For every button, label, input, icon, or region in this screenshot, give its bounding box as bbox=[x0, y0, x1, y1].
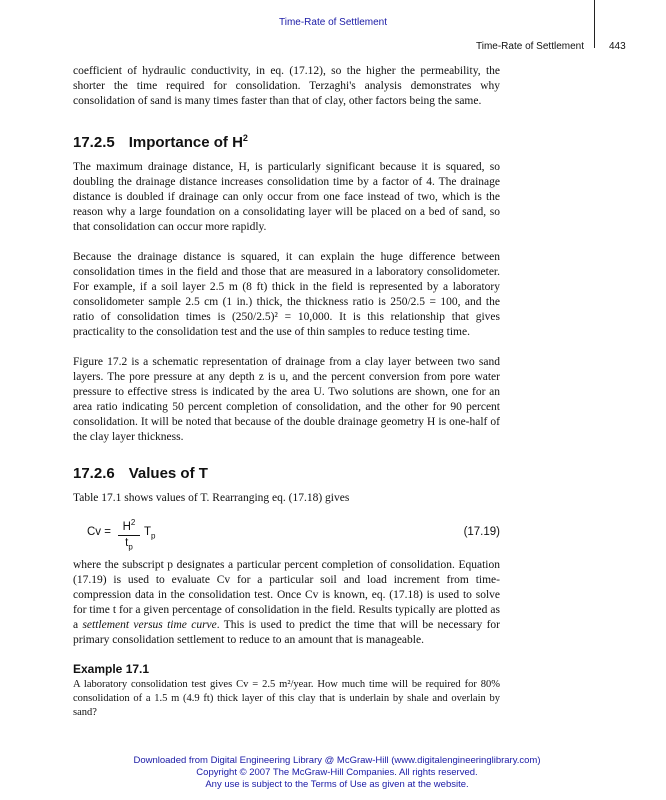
equation-denominator: $t_p$ bbox=[125, 536, 133, 552]
paragraph-4: Figure 17.2 is a schematic representation of drainage from a clay layer between two sand layers. The pore pressure at any depth z is u, and the percent conversion from pore water pressure to effective stress is indicated by the area U. Two solutions are shown, one for an area ratio indicating 50 percent completion of consolidation, and the other for 90 percent consolidation. It will be noted that because of the double drainage geometry H is one-half of the clay layer thickness. bbox=[73, 356, 500, 443]
paragraph-6: where the subscript p designates a particular percent completion of consolidation. Equation (17.19) is used to evaluate Cv for a particular soil and load increment from time-compression data in the consolidation test. Once Cv is known, eq. (17.18) is used to solve for time t for a given percentage of consolidation in the field. Results typically are plotted as a settlement versus time curve. This is used to predict the time that will be necessary for primary consolidation settlement to reduce to an amount that is manageable. bbox=[73, 559, 500, 646]
footer bbox=[0, 755, 666, 791]
paragraph-2: The maximum drainage distance, H, is particularly significant because it is squared, so doubling the drainage distance increases consolidation time by a factor of 4. The drainage distance is doubled if drainage can only occur from one face instead of two, which is the reason why a large foundation on a consolidating layer will be placed on a bed of sand, so that consolidation can occur more rapidly. bbox=[73, 161, 500, 233]
running-title: Time-Rate of Settlement bbox=[475, 41, 584, 52]
example-title: Example 17.1 bbox=[73, 662, 150, 676]
equation-lhs: Cv = bbox=[87, 526, 111, 538]
section-heading-17-2-6 bbox=[73, 465, 500, 483]
section-number: 17.2.6 bbox=[73, 465, 115, 482]
equation-number: (17.19) bbox=[463, 526, 500, 538]
page-number: 443 bbox=[609, 41, 626, 52]
section-heading-17-2-5 bbox=[73, 129, 500, 152]
emphasis: settlement versus time curve bbox=[82, 619, 217, 631]
example-text: A laboratory consolidation test gives Cv = 2.5 m²/year. How much time will be required for 80% consolidation of a 1.5 m (4.9 ft) thick layer of this clay that is underlain by shale and overlain by sand? bbox=[73, 679, 500, 718]
paragraph-1: coefficient of hydraulic conductivity, in eq. (17.12), so the higher the permeability, the shorter the time required for consolidation. Terzaghi's analysis demonstrates why consolidation of sand is many times faster than that of clay, other factors being the same. bbox=[73, 65, 500, 107]
section-title-sup: 2 bbox=[242, 133, 248, 143]
section-number: 17.2.5 bbox=[73, 134, 115, 151]
footer-link-download[interactable]: Downloaded from Digital Engineering Library @ McGraw-Hill (www.digitalengineeringlibrary.com) bbox=[133, 755, 541, 766]
footer-terms[interactable]: Any use is subject to the Terms of Use as given at the website. bbox=[205, 779, 469, 790]
paragraph-5: Table 17.1 shows values of T. Rearranging eq. (17.18) gives bbox=[73, 492, 350, 504]
page-body bbox=[73, 64, 500, 720]
header-divider bbox=[594, 0, 595, 48]
equation-fraction bbox=[118, 516, 140, 554]
equation-rhs: $T_p$ bbox=[144, 526, 156, 541]
section-title: Importance of H bbox=[128, 134, 243, 151]
top-link[interactable]: Time-Rate of Settlement bbox=[278, 17, 387, 28]
equation-17-19 bbox=[73, 516, 500, 552]
footer-copyright[interactable]: Copyright © 2007 The McGraw-Hill Companies. All rights reserved. bbox=[196, 767, 478, 778]
equation-numerator: $H^2$ bbox=[118, 516, 140, 536]
section-title: Values of T bbox=[128, 465, 208, 482]
paragraph-3: Because the drainage distance is squared, it can explain the huge difference between consolidation times in the field and those that are measured in a laboratory consolidometer. For example, if a soil layer 2.5 m (8 ft) thick in the field is represented by a laboratory consolidometer sample 2.5 cm (1 in.) thick, the thickness ratio is 250/2.5 = 100, and the ratio of consolidation times is (250/2.5)² = 10,000. It is this relationship that gives practicality to the consolidation test and the use of thin samples to reduce testing time. bbox=[73, 251, 500, 338]
